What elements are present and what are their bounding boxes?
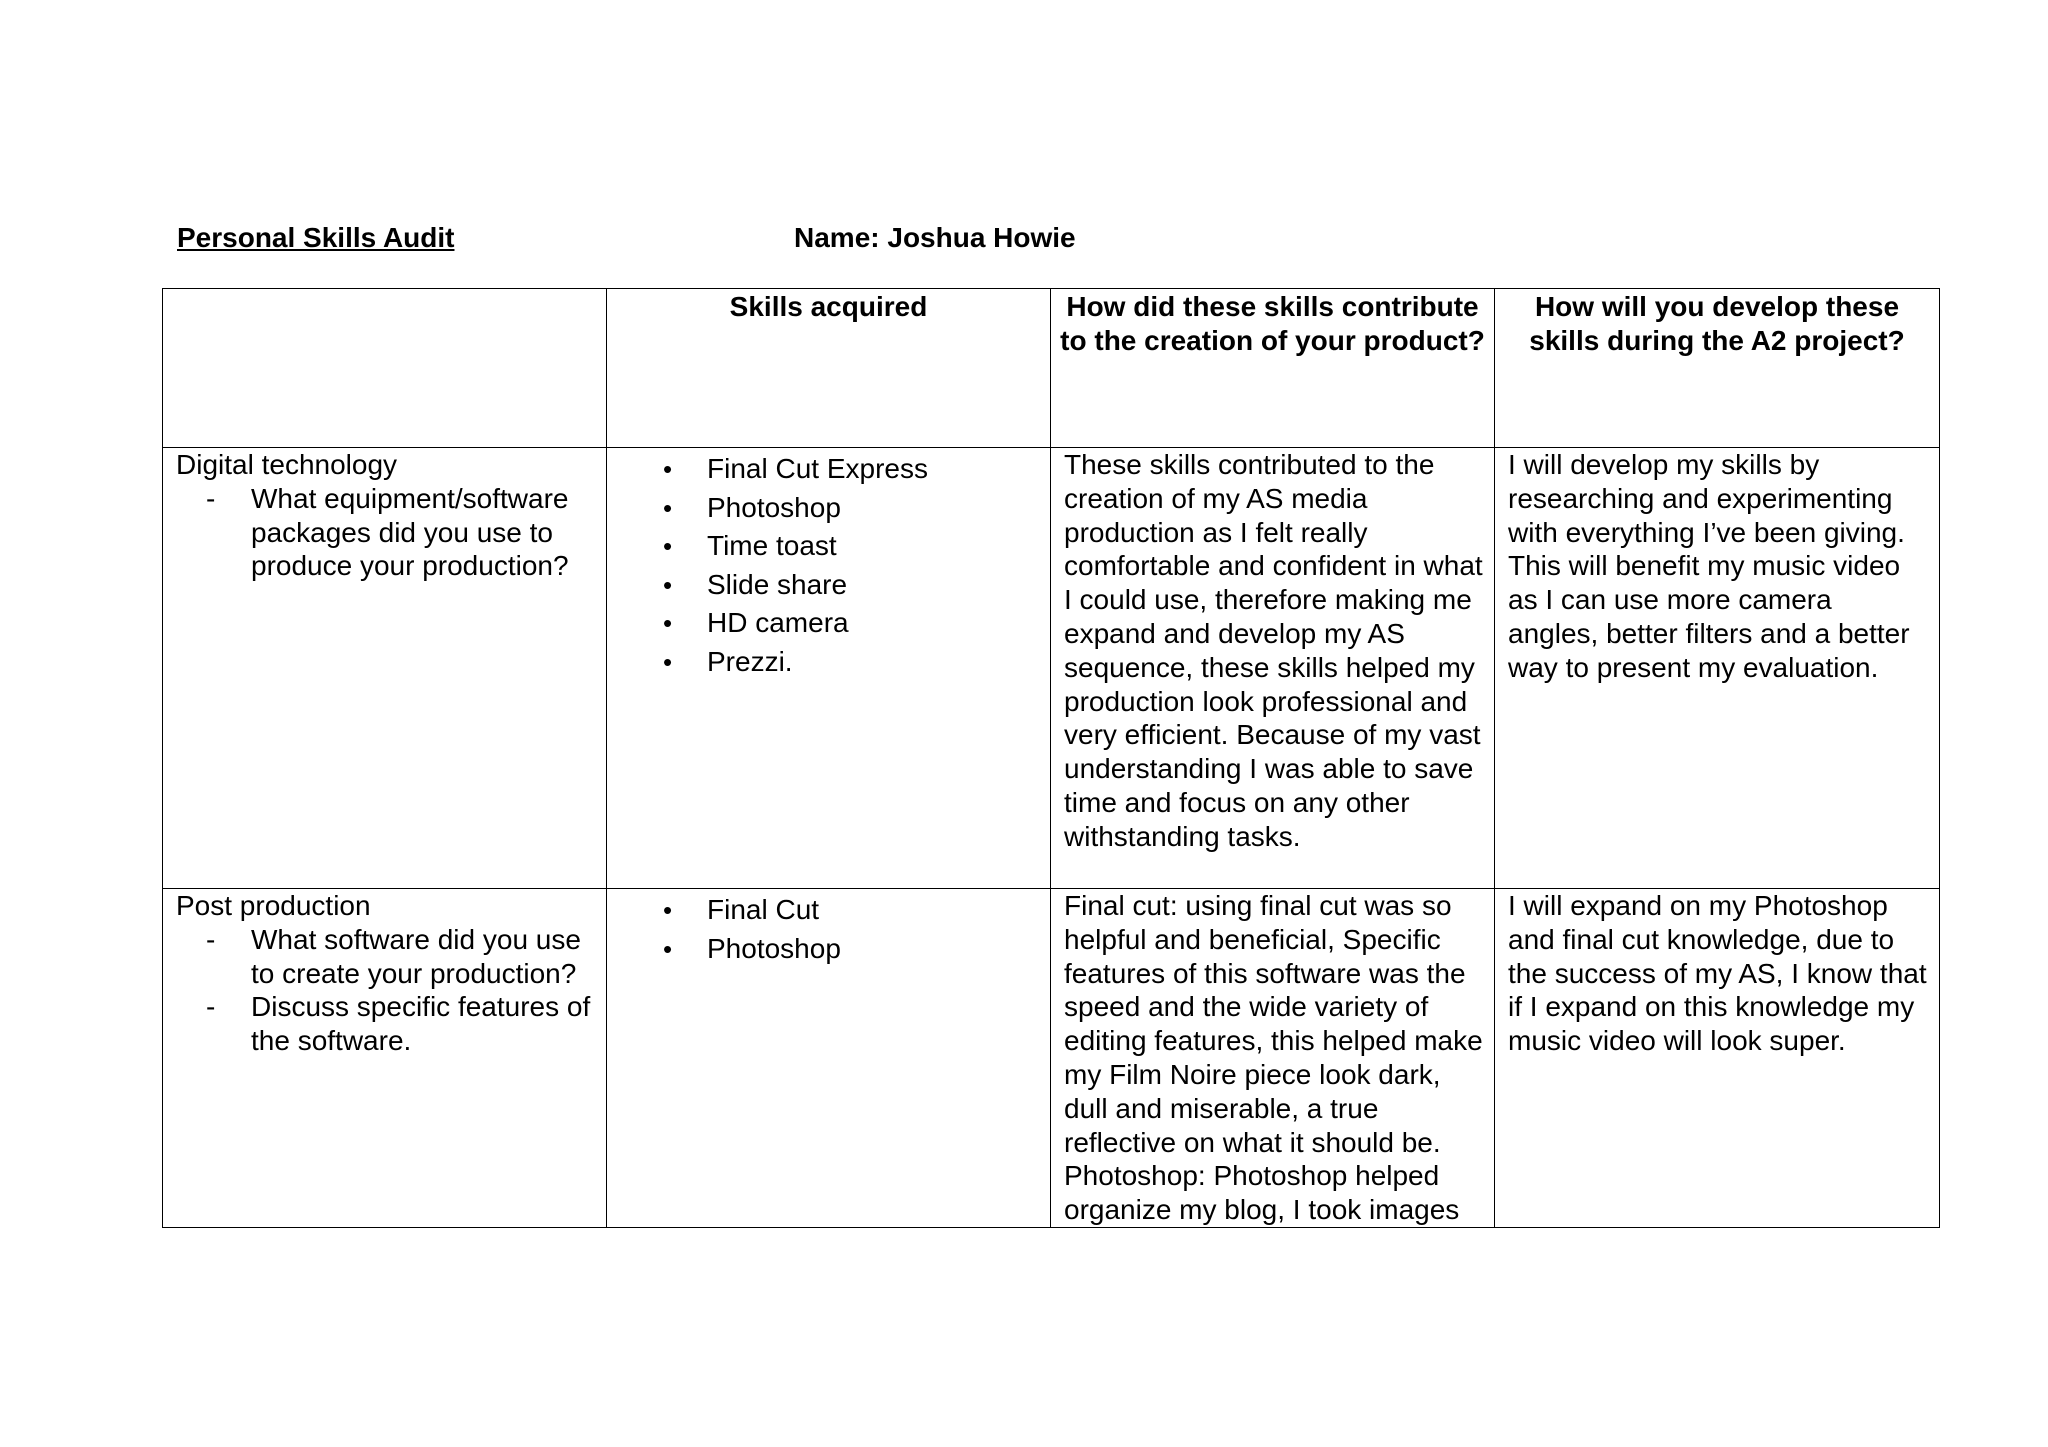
header-cell-skills-acquired: Skills acquired: [607, 289, 1051, 448]
contribution-cell: [1051, 889, 1495, 1228]
development-cell: [1495, 448, 1940, 889]
row-label-cell: [163, 448, 607, 889]
skills-cell: [607, 889, 1051, 1228]
skill-item: • Photoshop: [707, 489, 1050, 528]
skill-item: • Final Cut: [707, 891, 1050, 930]
header-cell-blank: [163, 289, 607, 448]
skill-item: • Slide share: [707, 566, 1050, 605]
development-text: I will develop my skills by researching and experimenting with everything I’ve been giving. This will benefit my music video as I can use more camera angles, better filters and a better way to present my evaluation.: [1508, 449, 1910, 683]
skills-list: [607, 889, 1050, 968]
question-list: [163, 923, 606, 1058]
skill-item: • Photoshop: [707, 930, 1050, 969]
development-text: I will expand on my Photoshop and final cut knowledge, due to the success of my AS, I know that if I expand on this knowledge my music video will look super.: [1508, 890, 1927, 1057]
skills-audit-table: [162, 288, 1940, 1228]
document-title: Personal Skills Audit: [177, 222, 455, 253]
contribution-cell: [1051, 448, 1495, 889]
row-label: Post production: [176, 890, 371, 921]
skill-item: • HD camera: [707, 604, 1050, 643]
contribution-text: Final cut: using final cut was so helpful and beneficial, Specific features of this software was the speed and the wide variety of editing features, this helped make my Film Noire piece look dark, dull and miserable, a true reflective on what it should be. Photoshop: Photoshop helped organize my blog, I took images: [1064, 890, 1483, 1226]
question-item: - What equipment/software packages did you use to produce your production?: [251, 482, 606, 583]
table-row-post-production: [163, 889, 1940, 1228]
table-row-digital-technology: [163, 448, 1940, 889]
skills-cell: [607, 448, 1051, 889]
row-label-cell: [163, 889, 607, 1228]
skill-item: • Time toast: [707, 527, 1050, 566]
skills-list: [607, 448, 1050, 681]
contribution-text: These skills contributed to the creation of my AS media production as I felt really comfortable and confident in what I could use, therefore making me expand and develop my AS sequence, these skills helped my production look professional and very efficient. Because of my vast understanding I was able to save time and focus on any other withstanding tasks.: [1064, 449, 1483, 852]
header-cell-contribution: How did these skills contribute to the creation of your product?: [1051, 289, 1495, 448]
development-cell: [1495, 889, 1940, 1228]
question-list: [163, 482, 606, 583]
skill-item: • Prezzi.: [707, 643, 1050, 682]
skill-item: • Final Cut Express: [707, 450, 1050, 489]
header-cell-development: How will you develop these skills during the A2 project?: [1495, 289, 1940, 448]
student-name: Name: Joshua Howie: [794, 222, 1076, 253]
question-item: - What software did you use to create your production?: [251, 923, 606, 991]
row-label: Digital technology: [176, 449, 398, 480]
table-header-row: [163, 289, 1940, 448]
question-item: - Discuss specific features of the software.: [251, 990, 606, 1058]
